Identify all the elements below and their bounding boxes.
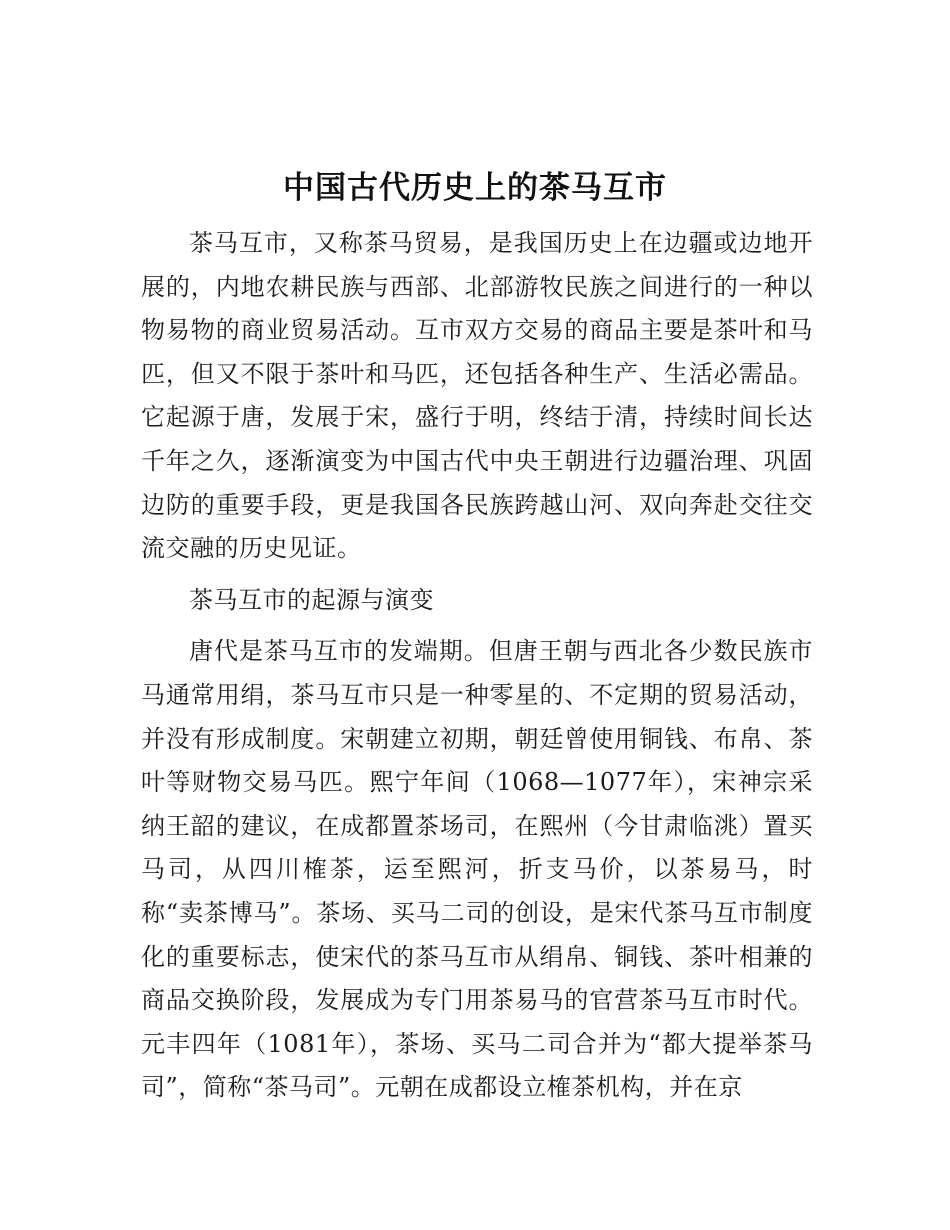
section-heading: 茶马互市的起源与演变: [189, 585, 434, 614]
paragraph-history: 唐代是茶马互市的发端期。但唐王朝与西北各少数民族市马通常用绢，茶马互市只是一种零星的、不定期的贸易活动，并没有形成制度。宋朝建立初期，朝廷曾使用铜钱、布帛、茶叶等财物交易马匹。熙宁年间（1068—1077年），宋神宗采纳王韶的建议，在成都置茶场司，在熙州（今甘肃临洮）置买马司，从四川榷茶，运至熙河，折支马价，以茶易马，时称“卖茶博马”。茶场、买马二司的创设，是宋代茶马互市制度化的重要标志，使宋代的茶马互市从绢帛、铜钱、茶叶相兼的商品交换阶段，发展成为专门用茶易马的官营茶马互市时代。元丰四年（1081年），茶场、买马二司合并为“都大提举茶马司”，简称“茶马司”。元朝在成都设立榷茶机构，并在京: [141, 637, 813, 1102]
document-body: [141, 222, 813, 1110]
paragraph-intro: 茶马互市，又称茶马贸易，是我国历史上在边疆或边地开展的，内地农耕民族与西部、北部游牧民族之间进行的一种以物易物的商业贸易活动。互市双方交易的商品主要是茶叶和马匹，但又不限于茶叶和马匹，还包括各种生产、生活必需品。它起源于唐，发展于宋，盛行于明，终结于清，持续时间长达千年之久，逐渐演变为中国古代中央王朝进行边疆治理、巩固边防的重要手段，更是我国各民族跨越山河、双向奔赴交往交流交融的历史见证。: [141, 229, 813, 563]
document-title: 中国古代历史上的茶马互市: [283, 170, 667, 206]
